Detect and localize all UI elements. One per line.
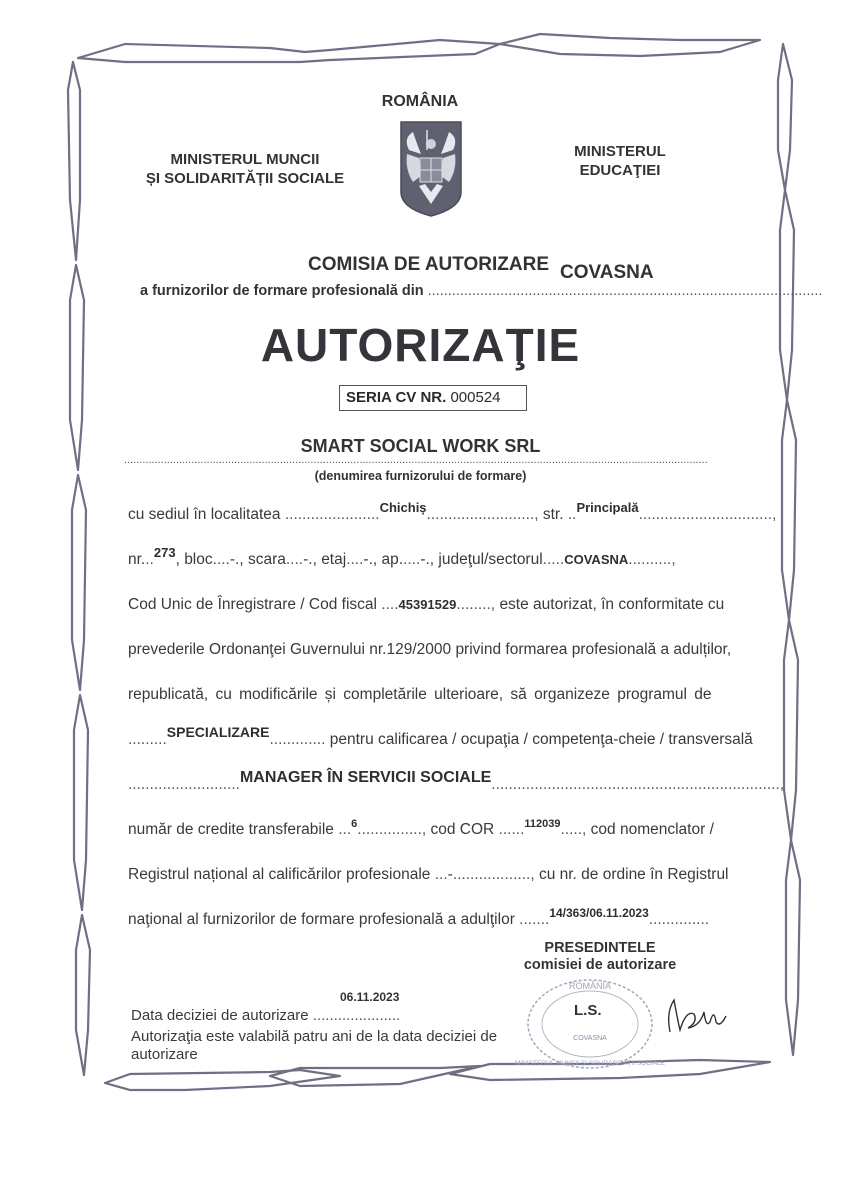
locality-label: cu sediul în localitatea [128, 506, 281, 523]
seal-text-top: ROMÂNIA [568, 981, 612, 991]
bloc-value: - [229, 551, 236, 568]
occupation-value: MANAGER ÎN SERVICII SOCIALE [239, 769, 492, 786]
cor-value: 112039 [524, 818, 561, 830]
border-right-chain [778, 44, 800, 1055]
romania-coat-of-arms-icon [399, 120, 463, 218]
registry-label: Registrul național al calificărilor profesionale [128, 866, 431, 883]
country-name: ROMÂNIA [381, 93, 459, 110]
ministry-education-line1: MINISTERUL [574, 143, 666, 160]
signature-scribble [664, 992, 734, 1042]
seal-text-center: COVASNA [573, 1035, 607, 1042]
legal-line-2: republicată, cu modificările și completările ulterioare, să organizeze programul de [128, 686, 712, 703]
decision-date-line: Data deciziei de autorizare ..................... [131, 1007, 401, 1024]
program-type-suffix: pentru calificarea / ocupaţia / competenţa-cheie / transversală [329, 731, 753, 748]
signature-title-line2: comisiei de autorizare [523, 957, 677, 973]
nomenclator-value: - [447, 866, 453, 883]
provider-name: SMART SOCIAL WORK SRL [300, 436, 541, 456]
seal-mark: L.S. [574, 1002, 602, 1019]
address-line-2: nr...$^{273}$, bloc....-., scara....-., etaj....-., ap.....-., judeţul/sectorul.....COVASNA.........., [128, 545, 676, 568]
signature-title [500, 940, 700, 974]
fiscal-label: Cod Unic de Înregistrare / Cod fiscal [128, 596, 377, 613]
occupation-line: ..........................MANAGER ÎN SERVICII SOCIALE..................................................................., [128, 769, 785, 793]
commission-title: COMISIA DE AUTORIZARE [308, 254, 550, 275]
fiscal-code: 45391529 [398, 597, 457, 612]
credits-line: număr de credite transferabile ...$^6$..............., cod COR ......$^{112039}$....., cod nomenclator / [128, 818, 714, 838]
document-title: AUTORIZAŢIE [260, 319, 581, 371]
registry-line-2: naţional al furnizorilor de formare profesională a adulţilor .......$^{14/363/06.11.2023}$.............. [128, 906, 710, 928]
border-bottom-chain [105, 1060, 770, 1090]
series-label: SERIA CV NR. [346, 389, 447, 406]
provider-caption: (denumirea furnizorului de formare) [314, 469, 527, 483]
commission-subtitle: a furnizorilor de formare profesională din [140, 283, 424, 299]
ministry-labor [130, 150, 360, 188]
scara-label: scara [247, 551, 286, 568]
credits-label: număr de credite transferabile [128, 821, 334, 838]
registry-line2-label: naţional al furnizorilor de formare profesională a adulţilor [128, 911, 515, 928]
series-number: 000524 [450, 389, 501, 406]
street-value: Principală [576, 500, 639, 515]
locality-value: Chichiș [379, 500, 427, 515]
scara-value: - [303, 551, 309, 568]
program-type: SPECIALIZARE [166, 724, 270, 740]
street-label: str. [542, 506, 564, 523]
program-line: .........SPECIALIZARE............. pentru calificarea / ocupaţia / competenţa-cheie / transversală [128, 724, 753, 748]
border-left-chain [68, 62, 90, 1075]
nr-value: 273 [153, 545, 176, 560]
official-seal [514, 978, 666, 1070]
bloc-label: bloc [184, 551, 213, 568]
provider-dotted-line: ............................................................................................................................................................................................... [124, 454, 708, 466]
decision-date-label: Data deciziei de autorizare [131, 1007, 309, 1024]
etaj-label: etaj [321, 551, 347, 568]
fiscal-line: Cod Unic de Înregistrare / Cod fiscal ....45391529........, este autorizat, în conformitate cu [128, 596, 725, 613]
ministry-labor-line1: MINISTERUL MUNCII [170, 151, 320, 168]
border-top-chain [78, 34, 760, 62]
registry-order-number: 14/363/06.11.2023 [549, 906, 649, 920]
cor-label: cod COR [430, 821, 495, 838]
ministry-education [555, 142, 685, 180]
commission-county: COVASNA [560, 262, 654, 283]
signature-title-line1: PRESEDINTELE [544, 940, 656, 956]
nomenclator-label: cod nomenclator / [590, 821, 714, 838]
registry-line-1: Registrul național al calificărilor profesionale ...-.................., cu nr. de ordine în Registrul [128, 866, 729, 883]
legal-line-1: prevederile Ordonanţei Guvernului nr.129/2000 privind formarea profesională a adulților, [128, 641, 732, 658]
ministry-labor-line2: ȘI SOLIDARITĂȚII SOCIALE [145, 170, 345, 187]
ap-value: - [420, 551, 426, 568]
commission-subtitle-line: a furnizorilor de formare profesională din .................................................................................................. [140, 283, 823, 299]
credits-value: 6 [351, 818, 358, 830]
registry-suffix: cu nr. de ordine în Registrul [538, 866, 729, 883]
fiscal-suffix: este autorizat, în conformitate cu [499, 596, 725, 613]
county-value: COVASNA [564, 552, 629, 567]
nr-label: nr. [128, 551, 146, 568]
address-line-1: cu sediul în localitatea ......................$^{Chichiș}$........................., str. ..$^{Principală}$..............................., [128, 500, 777, 523]
series-box [339, 385, 527, 411]
ministry-education-line2: EDUCAŢIEI [579, 162, 661, 179]
validity-text: Autorizaţia este valabilă patru ani de la data deciziei de autorizare [131, 1028, 498, 1063]
ap-label: ap. [381, 551, 404, 568]
county-label: judeţul/sectorul [438, 551, 543, 568]
seal-text-ring: MINISTERUL MUNCII ȘI SOLIDARITĂȚII SOCIALE [514, 1060, 666, 1067]
decision-date: 06.11.2023 [340, 990, 400, 1004]
etaj-value: - [363, 551, 369, 568]
